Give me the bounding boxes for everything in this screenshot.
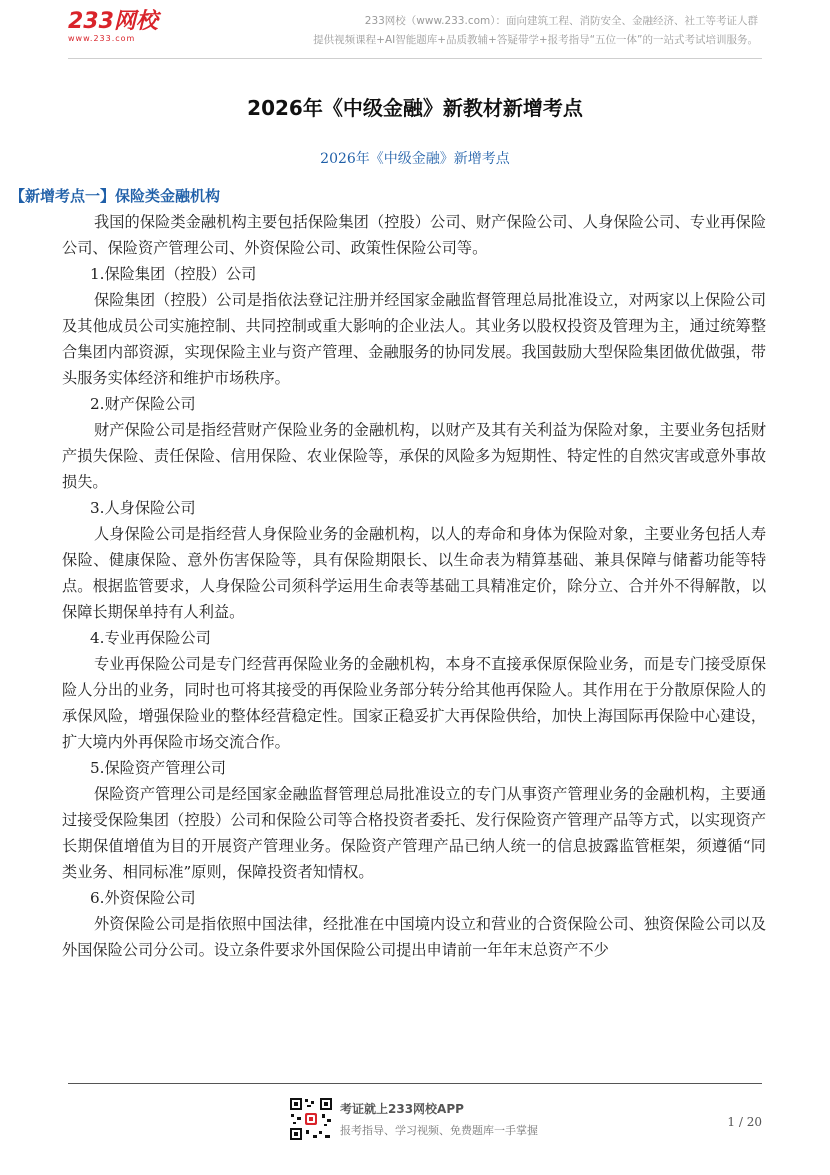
header-divider	[68, 58, 762, 59]
item-paragraph-1: 保险集团（控股）公司是指依法登记注册并经国家金融监督管理总局批准设立，对两家以上保险公司及其他成员公司实施控制、共同控制或重大影响的企业法人。其业务以股权投资及管理为主，通过统筹整合集团内部资源，实现保险主业与资产管理、金融服务的协同发展。我国鼓励大型保险集团做优做强，带头服务实体经济和维护市场秩序。	[62, 291, 766, 387]
item-paragraph-5: 保险资产管理公司是经国家金融监督管理总局批准设立的专门从事资产管理业务的金融机构，主要通过接受保险集团（控股）公司和保险公司等合格投资者委托、发行保险资产管理产品等方式，以实现资产长期保值增值为目的开展资产管理业务。保险资产管理产品已纳人统一的信息披露监管框架，须遵循“同类业务、相同标准”原则，保障投资者知情权。	[62, 785, 766, 881]
header-slogan	[313, 12, 758, 50]
slogan-line-1: 233网校（www.233.com）：面向建筑工程、消防安全、金融经济、社工等考证人群	[364, 15, 758, 27]
logo-text: 233网校	[68, 9, 158, 34]
slogan-line-2: 提供视频课程+AI智能题库+品质教辅+答疑带学+报考指导“五位一体”的一站式考试培训服务。	[313, 34, 758, 46]
logo-url: www.233.com	[68, 34, 136, 43]
intro-paragraph: 我国的保险类金融机构主要包括保险集团（控股）公司、财产保险公司、人身保险公司、专业再保险公司、保险资产管理公司、外资保险公司、政策性保险公司等。	[62, 213, 766, 257]
document-subtitle: 2026年《中级金融》新增考点	[320, 151, 510, 167]
item-paragraph-2: 财产保险公司是指经营财产保险业务的金融机构，以财产及其有关利益为保险对象，主要业务包括财产损失保险、责任保险、信用保险、农业保险等，承保的风险多为短期性、特定性的自然灾害或意外事故损失。	[62, 421, 766, 491]
item-paragraph-6: 外资保险公司是指依照中国法律，经批准在中国境内设立和营业的合资保险公司、独资保险公司以及外国保险公司分公司。设立条件要求外国保险公司提出申请前一年年末总资产不少	[62, 915, 766, 959]
item-paragraph-4: 专业再保险公司是专门经营再保险业务的金融机构，本身不直接承保原保险业务，而是专门接受原保险人分出的业务，同时也可将其接受的再保险业务部分转分给其他再保险人。其作用在于分散原保险人的承保风险，增强保险业的整体经营稳定性。国家正稳妥扩大再保险供给，加快上海国际再保险中心建设，扩大境内外再保险市场交流合作。	[62, 655, 766, 751]
footer-title: 考证就上233网校APP	[340, 1102, 464, 1116]
item-paragraph-3: 人身保险公司是指经营人身保险业务的金融机构，以人的寿命和身体为保险对象，主要业务包括人寿保险、健康保险、意外伤害保险等，具有保险期限长、以生命表为精算基础、兼具保障与储蓄功能等特点。根据监管要求，人身保险公司须科学运用生命表等基础工具精准定价，除分立、合并外不得解散，以保障长期保单持有人利益。	[62, 525, 766, 621]
item-heading-4: 4.专业再保险公司	[90, 629, 211, 647]
item-heading-2: 2.财产保险公司	[90, 395, 196, 413]
item-heading-3: 3.人身保险公司	[90, 499, 196, 517]
item-heading-1: 1.保险集团（控股）公司	[90, 265, 257, 283]
section-heading: 【新增考点一】保险类金融机构	[10, 187, 221, 205]
document-body	[10, 183, 766, 963]
logo[interactable]	[68, 10, 158, 43]
footer-subtitle: 报考指导、学习视频、免费题库一手掌握	[340, 1124, 538, 1137]
item-heading-5: 5.保险资产管理公司	[90, 759, 226, 777]
page-number: 1 / 20	[727, 1115, 762, 1129]
item-heading-6: 6.外资保险公司	[90, 889, 196, 907]
page-header	[0, 0, 830, 60]
footer-divider	[68, 1083, 762, 1084]
qr-code-icon[interactable]	[289, 1097, 333, 1141]
document-title: 2026年《中级金融》新教材新增考点	[247, 96, 583, 120]
